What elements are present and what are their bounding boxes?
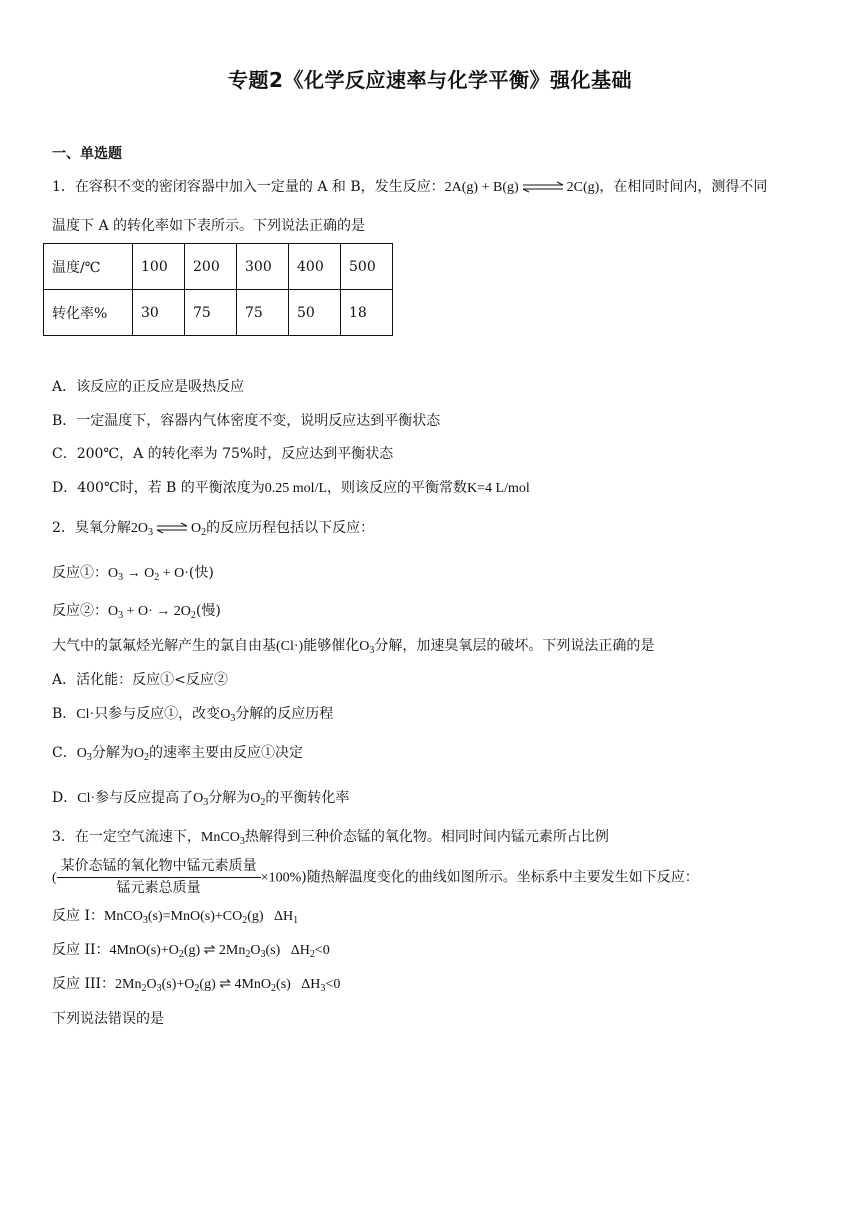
q2-option-d-d: 的平衡转化率 <box>265 790 350 806</box>
q2-reaction-2 <box>52 604 221 619</box>
table-header-temperature: 温度/℃ <box>44 244 133 290</box>
q2-intro-a: 大气中的氯氟烃光解产生的氯自由基 <box>52 638 276 654</box>
q1-reaction-right: 2C(g) <box>566 180 600 195</box>
q1-reaction-left: 2A(g) + B(g) <box>444 180 519 195</box>
q1-stem-b: ，在相同时间内，测得不同 <box>599 179 768 195</box>
table-cell: 500 <box>341 244 393 290</box>
q2-cl-radical: Cl· <box>77 791 96 806</box>
q2-formula-o3: $O_3$ <box>193 791 209 808</box>
q2-cl-radical: (Cl·) <box>276 639 304 654</box>
q2-option-b-b: 只参与反应①，改变 <box>94 706 221 722</box>
q3-reaction-1 <box>52 909 298 924</box>
q2-option-c[interactable] <box>52 746 303 761</box>
q2-option-c-b: 分解为 <box>91 745 134 761</box>
q1-stem-a: 1．在容积不变的密闭容器中加入一定量的 A 和 B，发生反应： <box>52 179 445 195</box>
q2-stem-a: 2．臭氧分解 <box>52 520 131 536</box>
q2-reaction-1 <box>52 566 214 581</box>
q2-option-b[interactable] <box>52 707 333 722</box>
q2-option-c-c: 的速率主要由反应①决定 <box>148 745 303 761</box>
q3-r1-label: 反应 I： <box>52 908 104 924</box>
q2-r2-equation: $O_3 + O\cdot \to 2O_2$ <box>108 604 196 621</box>
equilibrium-arrow-icon <box>521 181 565 193</box>
q3-stem-c: )随热解温度变化的曲线如图所示。坐标系中主要发生如下反应： <box>301 869 699 886</box>
q3-formula-mnco3: MnCO$_3$ <box>200 830 245 847</box>
table-row-temperature <box>44 244 393 290</box>
section-heading: 一、单选题 <box>52 146 122 162</box>
q1-option-d[interactable] <box>52 481 530 496</box>
q2-option-b-c: 分解的反应历程 <box>235 706 334 722</box>
q2-option-d[interactable] <box>52 791 349 806</box>
q3-stem-line1 <box>52 830 609 845</box>
q2-r1-note: (快) <box>188 565 214 581</box>
table-cell: 75 <box>185 290 237 336</box>
q3-stem-b: 热解得到三种价态锰的氧化物。相同时间内锰元素所占比例 <box>244 829 609 845</box>
q1-option-d-k: K=4 L/mol <box>467 481 530 496</box>
q2-intro <box>52 639 654 654</box>
q1-option-b[interactable]: B．一定温度下，容器内气体密度不变，说明反应达到平衡状态 <box>52 413 441 429</box>
q1-option-d-text-a: D．400℃时，若 B 的平衡浓度为 <box>52 480 265 496</box>
table-cell: 75 <box>237 290 289 336</box>
table-cell: 300 <box>237 244 289 290</box>
q3-r1-equation: $MnCO_3(s)=MnO(s)+CO_2(g)$ $\Delta H_1$ <box>103 909 299 926</box>
q3-fraction-denominator: 锰元素总质量 <box>116 879 201 896</box>
q3-open-paren: ( <box>52 870 57 886</box>
table-header-conversion: 转化率% <box>44 290 133 336</box>
q3-stem-line2 <box>52 858 699 897</box>
q2-stem <box>52 521 374 536</box>
q2-formula-o3: $O_3$ <box>359 639 375 656</box>
q3-r3-label: 反应 III： <box>52 976 116 992</box>
table-cell: 18 <box>341 290 393 336</box>
q1-option-a[interactable]: A．该反应的正反应是吸热反应 <box>52 379 245 395</box>
q3-fraction <box>57 858 261 897</box>
q2-option-d-b: 参与反应提高了 <box>95 790 194 806</box>
q3-question: 下列说法错误的是 <box>52 1011 164 1027</box>
conversion-table <box>43 243 393 336</box>
q3-r3-equation: $2Mn_2O_3(s)+O_2(g)$ ⇌ 4MnO$_2$(s) $\Delta H_3<0$ <box>115 977 341 994</box>
q2-r1-label: 反应①： <box>52 565 108 581</box>
q2-cl-radical: Cl· <box>76 707 95 722</box>
q2-intro-b: 能够催化 <box>303 638 360 654</box>
q2-r2-note: (慢) <box>195 603 221 619</box>
table-cell: 30 <box>133 290 185 336</box>
q3-reaction-2 <box>52 943 330 958</box>
table-cell: 200 <box>185 244 237 290</box>
q2-stem-b: 的反应历程包括以下反应： <box>206 520 375 536</box>
table-cell: 400 <box>289 244 341 290</box>
q3-r2-equation: $4MnO(s)+O_2(g)$ ⇌ $2Mn_2O_3(s)$ $\Delta H_2<0$ <box>109 943 330 960</box>
q1-stem-line1 <box>52 180 767 195</box>
q1-stem-line2: 温度下 A 的转化率如下表所示。下列说法正确的是 <box>52 218 366 234</box>
q2-option-c-a: C． <box>52 745 77 761</box>
q3-fraction-tail: ×100% <box>260 870 302 886</box>
q1-option-d-text-b: ，则该反应的平衡常数 <box>327 480 468 496</box>
table-row-conversion <box>44 290 393 336</box>
q1-option-c[interactable]: C．200℃，A 的转化率为 75%时，反应达到平衡状态 <box>52 446 394 462</box>
q2-option-d-c: 分解为 <box>208 790 251 806</box>
q2-formula-o2: $O_2$ <box>250 791 266 808</box>
q2-formula-o2: $O_2$ <box>191 521 207 538</box>
q2-option-b-a: B． <box>52 706 77 722</box>
q2-intro-c: 分解，加速臭氧层的破坏。下列说法正确的是 <box>374 638 655 654</box>
table-cell: 50 <box>289 290 341 336</box>
q3-reaction-3 <box>52 977 340 992</box>
q3-fraction-numerator: 某价态锰的氧化物中锰元素质量 <box>57 858 261 878</box>
q3-stem-a: 3．在一定空气流速下， <box>52 829 201 845</box>
equilibrium-arrow-icon <box>155 522 189 534</box>
q2-r2-label: 反应②： <box>52 603 108 619</box>
page-title: 专题2《化学反应速率与化学平衡》强化基础 <box>228 68 632 92</box>
q2-option-a[interactable]: A．活化能：反应①<反应② <box>52 672 228 688</box>
q2-option-d-a: D． <box>52 790 78 806</box>
q2-formula-o2: $O_2$ <box>133 746 149 763</box>
q2-formula-o3: $O_3$ <box>76 746 92 763</box>
table-cell: 100 <box>133 244 185 290</box>
q2-formula-2o3: $2O_3$ <box>130 521 154 538</box>
q1-option-d-value: 0.25 mol/L <box>264 481 328 496</box>
q3-r2-label: 反应 II： <box>52 942 110 958</box>
q2-r1-equation: $O_3 \to O_2 + O\cdot$ <box>108 566 189 583</box>
q2-formula-o3: $O_3$ <box>220 707 236 724</box>
